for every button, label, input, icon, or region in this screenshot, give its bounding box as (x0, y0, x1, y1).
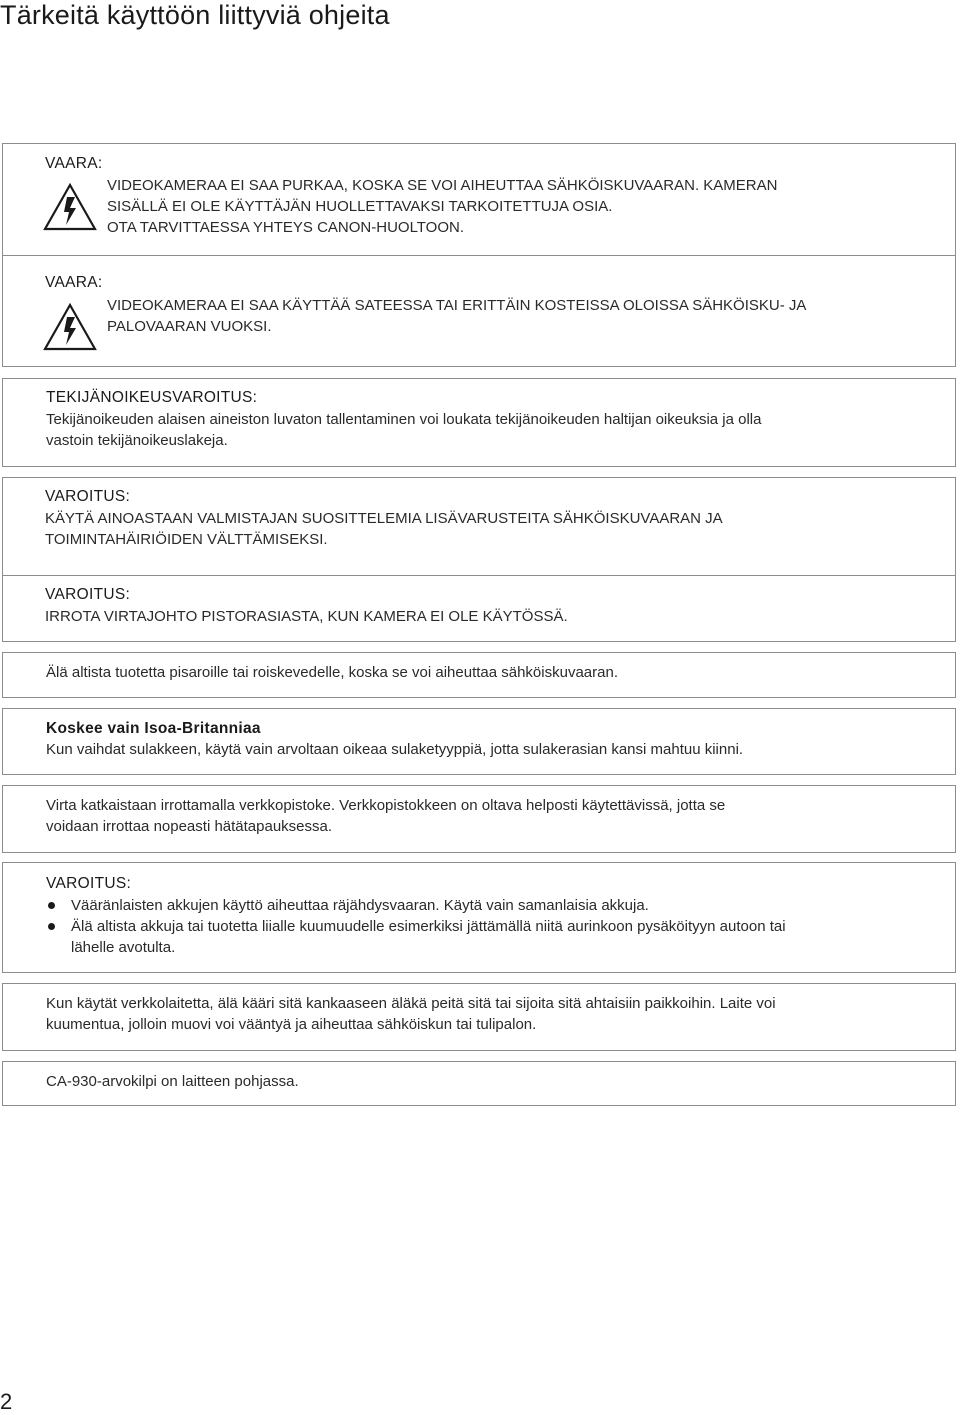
text-line: kuumentua, jolloin muovi voi vääntyä ja aiheuttaa sähköiskun tai tulipalon. (46, 1016, 537, 1033)
text-line: Tekijänoikeuden alaisen aineiston luvaton tallentaminen voi loukata tekijänoikeuden haltijan oikeuksia ja olla (46, 411, 762, 428)
page-title: Tärkeitä käyttöön liittyviä ohjeita (0, 0, 390, 30)
text-line: OTA TARVITTAESSA YHTEYS CANON-HUOLTOON. (107, 219, 465, 236)
lightning-warning-icon (43, 303, 97, 351)
danger-text-rain (107, 295, 806, 337)
rating-plate-notice-box (2, 1061, 956, 1106)
uk-notice-box (2, 708, 956, 775)
text-line: Älä altista akkuja tai tuotetta liialle kuumuudelle esimerkiksi jättämällä niitä aurinkoon pysäköityyn autoon tai (71, 918, 786, 935)
adapter-notice-box (2, 983, 956, 1051)
caution-heading: VAROITUS: (45, 488, 131, 505)
danger-heading: VAARA: (45, 274, 103, 291)
copyright-heading: TEKIJÄNOIKEUSVAROITUS: (46, 389, 258, 406)
text-line: lähelle avotulta. (71, 939, 176, 956)
danger-divider (3, 255, 955, 256)
text-line: TOIMINTAHÄIRIÖIDEN VÄLTTÄMISEKSI. (45, 531, 328, 548)
text-line: VIDEOKAMERAA EI SAA PURKAA, KOSKA SE VOI AIHEUTTAA SÄHKÖISKUVAARAN. KAMERAN (107, 177, 778, 194)
text-line: SISÄLLÄ EI OLE KÄYTTÄJÄN HUOLLETTAVAKSI TARKOITETTUJA OSIA. (107, 198, 613, 215)
caution-heading: VAROITUS: (45, 586, 131, 603)
text-line: Kun käytät verkkolaitetta, älä kääri sitä kankaaseen äläkä peitä sitä tai sijoita sitä ahtaisiin paikkoihin. Laite voi (46, 995, 776, 1012)
text-line: vastoin tekijänoikeuslakeja. (46, 432, 228, 449)
text-line: VIDEOKAMERAA EI SAA KÄYTTÄÄ SATEESSA TAI ERITTÄIN KOSTEISSA OLOISSA SÄHKÖISKU- JA (107, 297, 807, 314)
uk-text: Kun vaihdat sulakkeen, käytä vain arvoltaan oikeaa sulaketyyppiä, jotta sulakerasian kansi mahtuu kiinni. (46, 741, 744, 758)
danger-text-disassembly (107, 175, 777, 238)
text-line: KÄYTÄ AINOASTAAN VALMISTAJAN SUOSITTELEMIA LISÄVARUSTEITA SÄHKÖISKUVAARAN JA (45, 510, 723, 527)
text-line: PALOVAARAN VUOKSI. (107, 318, 272, 335)
danger-heading: VAARA: (45, 155, 103, 172)
splash-text: Älä altista tuotetta pisaroille tai roiskevedelle, koska se voi aiheuttaa sähköiskuvaaran. (46, 664, 618, 681)
copyright-warning-box (2, 378, 956, 467)
lightning-warning-icon (43, 183, 97, 231)
text-line: IRROTA VIRTAJOHTO PISTORASIASTA, KUN KAMERA EI OLE KÄYTÖSSÄ. (45, 608, 568, 625)
rating-text: CA-930-arvokilpi on laitteen pohjassa. (46, 1073, 299, 1090)
battery-bullet-list (46, 895, 926, 958)
page-number: 2 (0, 1389, 13, 1414)
text-line: Virta katkaistaan irrottamalla verkkopistoke. Verkkopistokkeen on oltava helposti käytettävissä, jotta se (46, 797, 726, 814)
text-line: voidaan irrottaa nopeasti hätätapauksessa. (46, 818, 333, 835)
caution-divider (3, 575, 955, 576)
list-item (46, 895, 926, 916)
text-line: Vääränlaisten akkujen käyttö aiheuttaa räjähdysvaaran. Käytä vain samanlaisia akkuja. (71, 897, 649, 914)
battery-heading: VAROITUS: (46, 875, 132, 892)
mains-notice-box (2, 785, 956, 853)
mains-text (46, 795, 725, 837)
copyright-text (46, 409, 761, 451)
accessories-text (45, 508, 723, 550)
uk-heading: Koskee vain Isoa-Britanniaa (46, 720, 261, 737)
list-item (46, 916, 926, 958)
battery-warning-box (2, 862, 956, 973)
splash-notice-box (2, 652, 956, 698)
unplug-text (45, 606, 568, 627)
adapter-text (46, 993, 776, 1035)
